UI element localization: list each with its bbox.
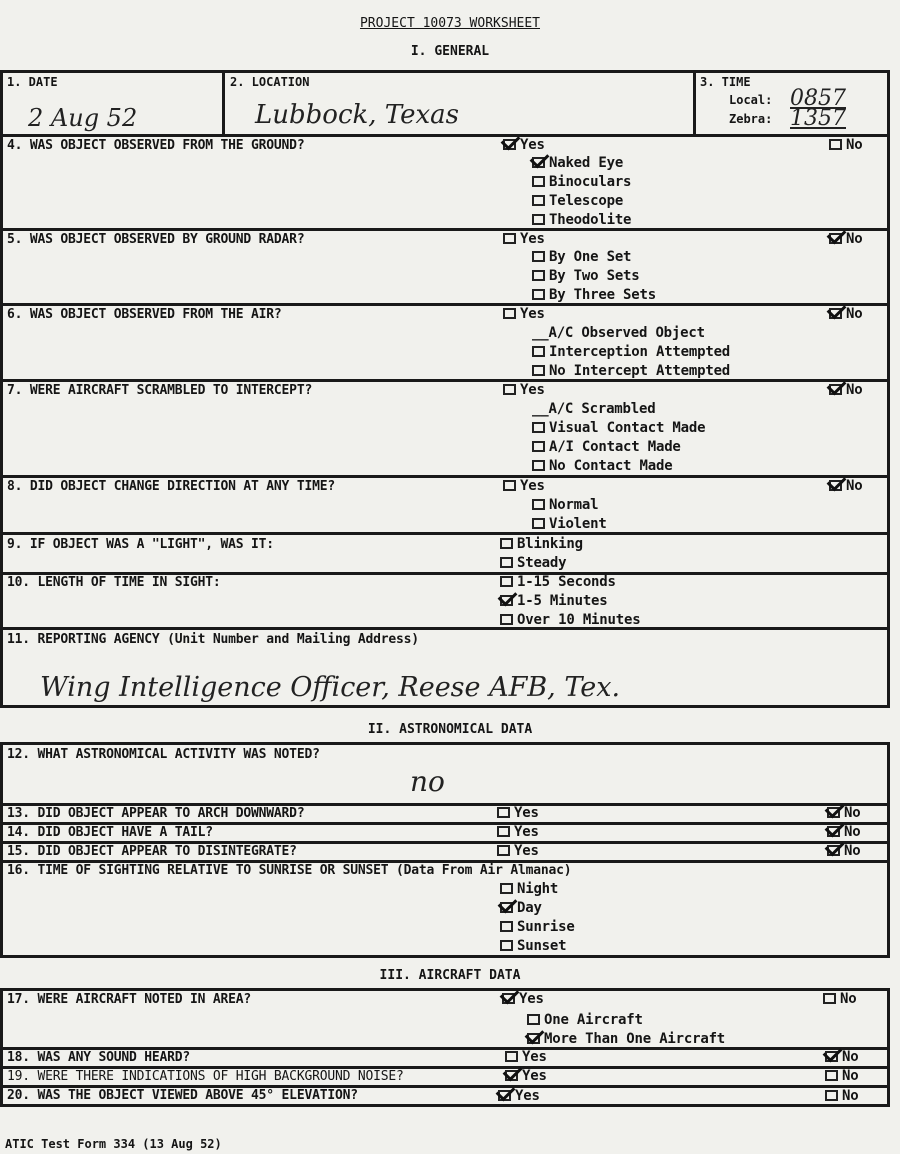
q16-option-checkbox[interactable]: Sunset xyxy=(500,938,566,954)
q8-option-checkbox[interactable]: Normal xyxy=(532,497,598,513)
rule xyxy=(0,134,890,137)
checkbox-icon xyxy=(532,499,545,510)
checkbox-icon xyxy=(532,195,545,206)
q20-yes-checkbox[interactable]: Yes xyxy=(498,1088,540,1104)
q8-option-checkbox[interactable]: Violent xyxy=(532,516,607,532)
date-label: 1. DATE xyxy=(7,75,58,89)
rule xyxy=(0,988,890,991)
checkbox-icon xyxy=(497,826,510,837)
checkbox-icon xyxy=(532,346,545,357)
rule xyxy=(887,988,890,1106)
rule xyxy=(0,475,890,478)
rule xyxy=(0,70,890,73)
q4-option-checkbox[interactable]: Binoculars xyxy=(532,174,631,190)
checkbox-icon xyxy=(500,576,513,587)
rule xyxy=(0,955,890,958)
q13-label: 13. DID OBJECT APPEAR TO ARCH DOWNWARD? xyxy=(7,806,305,821)
checkbox-icon xyxy=(532,251,545,262)
checkbox-icon xyxy=(532,518,545,529)
checkbox-icon xyxy=(500,557,513,568)
checked-box-icon xyxy=(829,233,842,244)
checked-box-icon xyxy=(500,902,513,913)
q12-label: 12. WHAT ASTRONOMICAL ACTIVITY WAS NOTED? xyxy=(7,747,320,762)
q16-option-checkbox[interactable]: Sunrise xyxy=(500,919,575,935)
q6-option-checkbox[interactable]: Interception Attempted xyxy=(532,344,730,360)
rule xyxy=(693,70,696,136)
checked-box-icon xyxy=(500,595,513,606)
section-astronomical-heading: II. ASTRONOMICAL DATA xyxy=(367,722,533,737)
rule xyxy=(0,1104,890,1107)
checkbox-icon xyxy=(503,233,516,244)
q17-option-checkbox[interactable]: One Aircraft xyxy=(527,1012,643,1028)
q17-no-checkbox[interactable]: No xyxy=(823,991,856,1007)
q10-option-checkbox[interactable]: 1-5 Minutes xyxy=(500,593,608,609)
q5-option-checkbox[interactable]: By Three Sets xyxy=(532,287,656,303)
q4-option-checkbox[interactable]: Telescope xyxy=(532,193,623,209)
q16-option-checkbox[interactable]: Night xyxy=(500,881,558,897)
q16-option-checkbox[interactable]: Day xyxy=(500,900,542,916)
checked-box-icon xyxy=(829,480,842,491)
checked-box-icon xyxy=(827,845,840,856)
checkbox-icon xyxy=(532,441,545,452)
rule xyxy=(887,742,890,957)
q20-label: 20. WAS THE OBJECT VIEWED ABOVE 45° ELEVATION? xyxy=(7,1088,358,1103)
q8-label: 8. DID OBJECT CHANGE DIRECTION AT ANY TIME? xyxy=(7,479,335,494)
q10-option-checkbox[interactable]: Over 10 Minutes xyxy=(500,612,640,628)
checkbox-icon xyxy=(500,614,513,625)
q7-yes-checkbox[interactable]: Yes xyxy=(503,382,545,398)
rule xyxy=(0,988,3,1106)
checked-box-icon xyxy=(532,157,545,168)
page-title: PROJECT 10073 WORKSHEET xyxy=(359,16,540,31)
q4-label: 4. WAS OBJECT OBSERVED FROM THE GROUND? xyxy=(7,138,305,153)
location-value: Lubbock, Texas xyxy=(255,100,460,130)
checked-box-icon xyxy=(502,993,515,1004)
time-local-value: 0857 xyxy=(790,86,846,111)
q15-yes-checkbox[interactable]: Yes xyxy=(497,843,539,859)
checkbox-icon xyxy=(500,883,513,894)
rule xyxy=(222,70,225,136)
q9-option-checkbox[interactable]: Blinking xyxy=(500,536,583,552)
q16-label: 16. TIME OF SIGHTING RELATIVE TO SUNRISE OR SUNSET (Data From Air Almanac) xyxy=(7,863,572,878)
q5-label: 5. WAS OBJECT OBSERVED BY GROUND RADAR? xyxy=(7,232,305,247)
checked-box-icon xyxy=(827,826,840,837)
section-aircraft-heading: III. AIRCRAFT DATA xyxy=(379,968,521,983)
time-local-label: Local: xyxy=(729,93,773,107)
q5-yes-checkbox[interactable]: Yes xyxy=(503,231,545,247)
q4-no-checkbox[interactable]: No xyxy=(829,137,862,153)
time-zebra-value: 1357 xyxy=(790,106,846,131)
q18-yes-checkbox[interactable]: Yes xyxy=(505,1049,547,1065)
q5-no-checkbox[interactable]: No xyxy=(829,231,862,247)
q8-no-checkbox[interactable]: No xyxy=(829,478,862,494)
checkbox-icon xyxy=(532,365,545,376)
rule xyxy=(887,70,890,707)
q18-no-checkbox[interactable]: No xyxy=(825,1049,858,1065)
q19-label: 19. WERE THERE INDICATIONS OF HIGH BACKGROUND NOISE? xyxy=(7,1069,404,1084)
checkbox-icon xyxy=(500,940,513,951)
q15-no-checkbox[interactable]: No xyxy=(827,843,860,859)
rule xyxy=(0,379,890,382)
rule xyxy=(0,70,3,707)
checkbox-icon xyxy=(505,1051,518,1062)
rule xyxy=(0,705,890,708)
time-zebra-label: Zebra: xyxy=(729,112,773,126)
checkbox-icon xyxy=(503,384,516,395)
rule xyxy=(0,742,890,745)
checked-box-icon xyxy=(829,384,842,395)
checkbox-icon xyxy=(825,1090,838,1101)
checkbox-icon xyxy=(532,270,545,281)
q5-option-checkbox[interactable]: By Two Sets xyxy=(532,268,640,284)
rule xyxy=(0,627,890,630)
q11-label: 11. REPORTING AGENCY (Unit Number and Mailing Address) xyxy=(7,632,419,647)
q7-option-checkbox[interactable]: Visual Contact Made xyxy=(532,420,705,436)
checked-box-icon xyxy=(825,1051,838,1062)
section-general-heading: I. GENERAL xyxy=(410,44,490,59)
checkbox-icon xyxy=(503,480,516,491)
q4-option-checkbox[interactable]: Naked Eye xyxy=(532,155,623,171)
checkbox-icon xyxy=(497,845,510,856)
checkbox-icon xyxy=(829,139,842,150)
q9-option-checkbox[interactable]: Steady xyxy=(500,555,566,571)
q19-yes-checkbox[interactable]: Yes xyxy=(505,1068,547,1084)
checkbox-icon xyxy=(503,308,516,319)
reporting-agency-value: Wing Intelligence Officer, Reese AFB, Tex. xyxy=(40,672,621,703)
q14-label: 14. DID OBJECT HAVE A TAIL? xyxy=(7,825,213,840)
q7-option-checkbox[interactable]: A/I Contact Made xyxy=(532,439,681,455)
checked-box-icon xyxy=(503,139,516,150)
checkbox-icon xyxy=(532,214,545,225)
q6-option-checkbox[interactable]: No Intercept Attempted xyxy=(532,363,730,379)
q10-label: 10. LENGTH OF TIME IN SIGHT: xyxy=(7,575,221,590)
checked-box-icon xyxy=(498,1090,511,1101)
checked-box-icon xyxy=(505,1070,518,1081)
q4-yes-checkbox[interactable]: Yes xyxy=(503,137,545,153)
time-label: 3. TIME xyxy=(700,75,751,89)
date-value: 2 Aug 52 xyxy=(28,104,138,132)
checkbox-icon xyxy=(500,538,513,549)
q4-option-checkbox[interactable]: Theodolite xyxy=(532,212,631,228)
rule xyxy=(0,532,890,535)
q6-no-checkbox[interactable]: No xyxy=(829,306,862,322)
form-number-footer: ATIC Test Form 334 (13 Aug 52) xyxy=(5,1137,222,1151)
checkbox-icon xyxy=(532,176,545,187)
checkbox-icon xyxy=(527,1014,540,1025)
q7-no-checkbox[interactable]: No xyxy=(829,382,862,398)
q19-no-checkbox[interactable]: No xyxy=(825,1068,858,1084)
q18-label: 18. WAS ANY SOUND HEARD? xyxy=(7,1050,191,1065)
q14-yes-checkbox[interactable]: Yes xyxy=(497,824,539,840)
q5-option-checkbox[interactable]: By One Set xyxy=(532,249,631,265)
q6-label: 6. WAS OBJECT OBSERVED FROM THE AIR? xyxy=(7,307,282,322)
q7-label: 7. WERE AIRCRAFT SCRAMBLED TO INTERCEPT? xyxy=(7,383,313,398)
rule xyxy=(0,228,890,231)
location-label: 2. LOCATION xyxy=(230,75,310,89)
rule xyxy=(0,742,3,957)
q17-option-checkbox[interactable]: More Than One Aircraft xyxy=(527,1031,725,1047)
q10-option-checkbox[interactable]: 1-15 Seconds xyxy=(500,574,616,590)
q17-yes-checkbox[interactable]: Yes xyxy=(502,991,544,1007)
q9-label: 9. IF OBJECT WAS A "LIGHT", WAS IT: xyxy=(7,537,274,552)
q6-yes-checkbox[interactable]: Yes xyxy=(503,306,545,322)
rule xyxy=(0,303,890,306)
q20-no-checkbox[interactable]: No xyxy=(825,1088,858,1104)
checkbox-icon xyxy=(823,993,836,1004)
q14-no-checkbox[interactable]: No xyxy=(827,824,860,840)
checkbox-icon xyxy=(532,289,545,300)
checkbox-icon xyxy=(497,807,510,818)
checkbox-icon xyxy=(532,422,545,433)
q13-yes-checkbox[interactable]: Yes xyxy=(497,805,539,821)
checked-box-icon xyxy=(829,308,842,319)
q15-label: 15. DID OBJECT APPEAR TO DISINTEGRATE? xyxy=(7,844,297,859)
checkbox-icon xyxy=(532,460,545,471)
q8-yes-checkbox[interactable]: Yes xyxy=(503,478,545,494)
checkbox-icon xyxy=(825,1070,838,1081)
checked-box-icon xyxy=(827,807,840,818)
astronomical-activity-value: no xyxy=(410,765,445,798)
q7-option-checkbox[interactable]: No Contact Made xyxy=(532,458,672,474)
checkbox-icon xyxy=(500,921,513,932)
q13-no-checkbox[interactable]: No xyxy=(827,805,860,821)
checked-box-icon xyxy=(527,1033,540,1044)
q17-label: 17. WERE AIRCRAFT NOTED IN AREA? xyxy=(7,992,252,1007)
q7-option-item[interactable]: __A/C Scrambled xyxy=(532,401,656,417)
q6-option-item[interactable]: __A/C Observed Object xyxy=(532,325,705,341)
